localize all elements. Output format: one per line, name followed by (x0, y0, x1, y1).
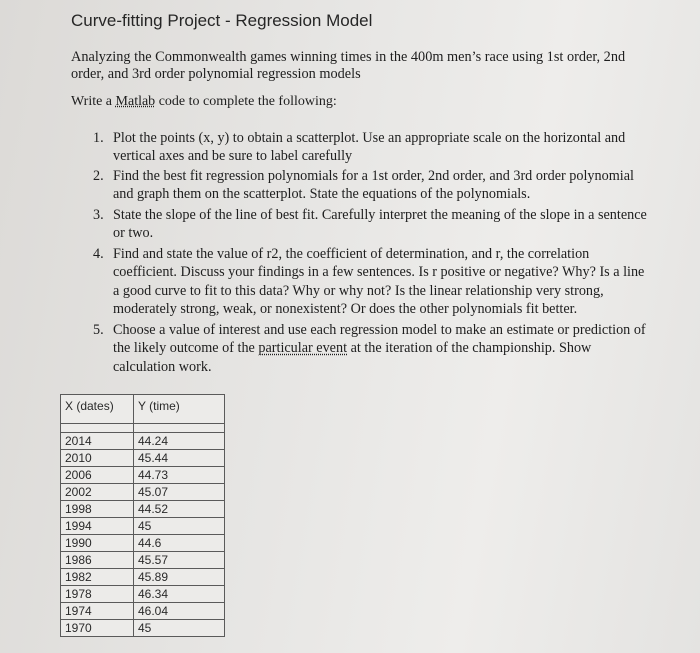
cell-time: 44.6 (134, 535, 225, 552)
task-text (113, 321, 653, 376)
cell-time: 44.73 (134, 467, 225, 484)
cell-date: 1994 (61, 518, 134, 535)
table-row (61, 450, 225, 467)
cell-date: 1974 (61, 603, 134, 620)
cell-time: 46.04 (134, 603, 225, 620)
task-number: 4. (93, 246, 104, 262)
cell-date: 2006 (61, 467, 134, 484)
particular-event-underlined: particular event (258, 340, 348, 357)
cell-time: 45.57 (134, 552, 225, 569)
task-number: 1. (93, 130, 104, 146)
table-header-row (61, 395, 225, 424)
intro-paragraph: Analyzing the Commonwealth games winning times in the 400m men’s race using 1st order, 2nd order, and 3rd order polynomial regression models (71, 49, 626, 82)
task-text-before: Choose a value of interest and use each regression model to make an estimate or prediction of the likely outcome of the (113, 322, 646, 357)
table-row (61, 518, 225, 535)
task-number: 2. (93, 168, 104, 184)
table-row (61, 433, 225, 450)
cell-date: 2010 (61, 450, 134, 467)
cell-time: 44.24 (134, 433, 225, 450)
data-table (60, 394, 225, 637)
cell-time: 45.07 (134, 484, 225, 501)
cell-date: 1970 (61, 620, 134, 637)
task-number: 5. (93, 322, 104, 338)
cell-date: 1978 (61, 586, 134, 603)
table-row (61, 620, 225, 637)
table-row (61, 535, 225, 552)
cell-date: 2002 (61, 484, 134, 501)
task-text: Find and state the value of r2, the coefficient of determination, and r, the correlation coefficient. Discuss your findings in a few sentences. Is r positive or negative? Why? Is a line a good curve to fit to this data? Why or why not? Is the linear relationship very strong, moderately strong, weak, or nonexistent? Or does the other polynomials fit better. (113, 246, 645, 318)
cell-time: 46.34 (134, 586, 225, 603)
table-row (61, 586, 225, 603)
instruction-before: Write a (71, 94, 116, 109)
cell-time: 45.89 (134, 569, 225, 586)
instruction-after: code to complete the following: (155, 94, 337, 109)
table-row (61, 552, 225, 569)
cell-time: 45.44 (134, 450, 225, 467)
page-title: Curve-fitting Project - Regression Model (71, 11, 373, 30)
table-row (61, 484, 225, 501)
cell-time: 45 (134, 620, 225, 637)
table-row (61, 603, 225, 620)
cell-date: 1998 (61, 501, 134, 518)
cell-time: 44.52 (134, 501, 225, 518)
cell-date: 1982 (61, 569, 134, 586)
task-text: Find the best fit regression polynomials for a 1st order, 2nd order, and 3rd order polynomial and graph them on the scatterplot. State the equations of the polynomials. (113, 168, 634, 203)
task-text-after: at the iteration of the championship. Show calculation work. (113, 340, 592, 375)
table-row (61, 569, 225, 586)
cell-date: 2014 (61, 433, 134, 450)
cell-date: 1990 (61, 535, 134, 552)
table-spacer-row (61, 424, 225, 433)
instruction-line (71, 94, 337, 110)
cell-date: 1986 (61, 552, 134, 569)
column-header-x: X (dates) (61, 395, 134, 424)
task-text: State the slope of the line of best fit. Carefully interpret the meaning of the slope in a sentence or two. (113, 207, 647, 242)
matlab-word: Matlab (115, 94, 156, 109)
table-row (61, 501, 225, 518)
cell-time: 45 (134, 518, 225, 535)
table-row (61, 467, 225, 484)
task-number: 3. (93, 207, 104, 223)
column-header-y: Y (time) (134, 395, 225, 424)
task-text: Plot the points (x, y) to obtain a scatterplot. Use an appropriate scale on the horizontal and vertical axes and be sure to label carefully (113, 130, 626, 165)
